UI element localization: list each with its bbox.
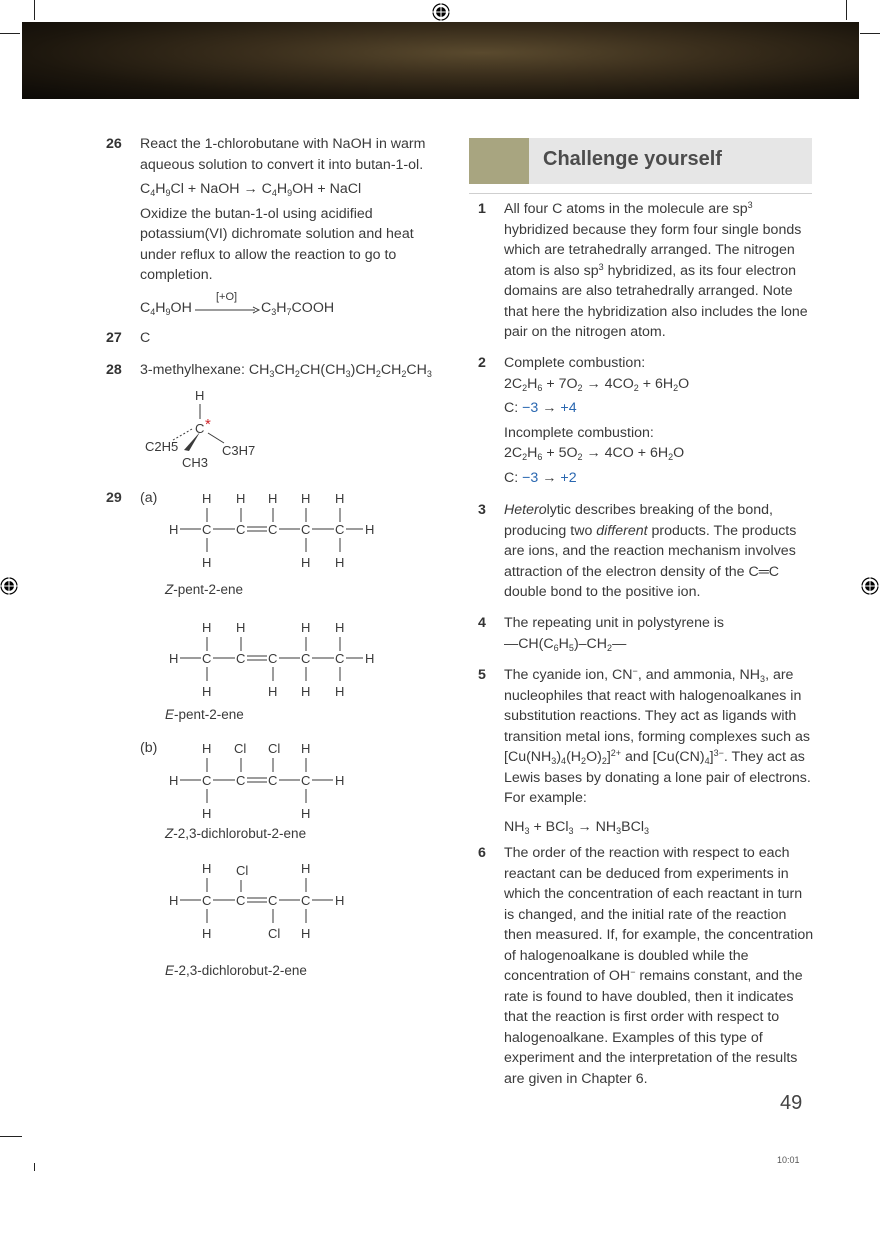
registration-mark-icon (0, 577, 18, 595)
answer-number: 6 (478, 845, 486, 861)
svg-text:C: C (236, 522, 246, 537)
svg-text:Cl: Cl (268, 926, 281, 941)
svg-text:H: H (335, 684, 345, 699)
section-title: Challenge yourself (543, 148, 722, 170)
answer-number: 29 (106, 490, 122, 506)
structure-label: Z-pent-2-ene (165, 582, 244, 597)
part-label: (b) (140, 740, 158, 756)
svg-text:H: H (268, 684, 278, 699)
svg-text:H: H (236, 620, 246, 635)
svg-text:C: C (202, 651, 212, 666)
svg-text:H: H (365, 522, 375, 537)
answer-number: 4 (478, 615, 486, 631)
z-pent-2-ene-structure (165, 488, 395, 578)
svg-text:C: C (236, 773, 246, 788)
svg-text:H: H (301, 861, 311, 876)
oxidation-equation: $C_4H_9OH$ [+O] $C_3H_7COOH$ (140, 290, 335, 317)
svg-text:H: H (301, 926, 311, 941)
crop-mark (34, 0, 35, 20)
svg-text:H: H (169, 651, 179, 666)
svg-text:H: H (301, 555, 311, 570)
structure-label: E-pent-2-ene (165, 707, 244, 722)
svg-text:C: C (335, 651, 345, 666)
svg-text:Cl: Cl (234, 741, 247, 756)
svg-text:H: H (202, 491, 212, 506)
e-dichlorobutene-structure (165, 858, 395, 948)
svg-text:H: H (195, 388, 205, 403)
heading-color-block (469, 138, 529, 184)
answer-text: Heterolytic describes breaking of the bond, producing two different products. The products are ions, and the reaction mechanism involves attraction of the electron density of the C═C double bond to the positive ion. (504, 502, 797, 600)
svg-text:C: C (335, 522, 345, 537)
answer-text: The cyanide ion, CN−, and ammonia, $NH_3$, are nucleophiles that react with halogenoalkanes in substitution reactions. They act as ligands with transition metal ions, forming complexes such as $[Cu(NH_3)_4(H_2O)_2]^{2+}$ and $[Cu(CN)_4]^{3-}$. They act as Lewis bases by donating a lone pair of electrons. For example: $NH_3 + BCl_3 \to NH_3BCl_3$ (504, 666, 811, 836)
svg-text:H: H (236, 491, 246, 506)
svg-text:C: C (268, 893, 278, 908)
svg-text:H: H (335, 893, 345, 908)
svg-text:C: C (202, 773, 212, 788)
svg-text:H: H (301, 806, 311, 821)
answer-number: 5 (478, 667, 486, 683)
svg-text:H: H (202, 684, 212, 699)
answer-text: The order of the reaction with respect to each reactant can be deduced from experiments in which the concentration of each reactant in turn is changed, and the initial rate of the reaction then measured. If, for example, the concentration of halogenoalkane is doubled while the concentration of OH− remains constant, and the rate is found to have doubled, then it indicates that the reaction is first order with respect to halogenoalkane. Examples of this type of experiment and the interpretation of the results are given in Chapter 6. (504, 845, 814, 1087)
svg-text:C: C (202, 893, 212, 908)
svg-text:H: H (202, 861, 212, 876)
answer-number: 26 (106, 136, 122, 152)
e-pent-2-ene-structure (165, 617, 395, 707)
svg-text:C: C (301, 773, 311, 788)
registration-mark-icon (432, 3, 450, 21)
structure-label: Z-2,3-dichlorobut-2-ene (165, 826, 307, 841)
crop-mark (34, 1163, 35, 1171)
svg-text:H: H (202, 555, 212, 570)
crop-mark (846, 0, 847, 20)
challenge-yourself-header (469, 138, 812, 184)
answer-text: C (140, 330, 151, 346)
answer-number: 2 (478, 355, 486, 371)
svg-text:C: C (268, 651, 278, 666)
svg-text:H: H (169, 773, 179, 788)
svg-text:H: H (202, 926, 212, 941)
svg-text:H: H (301, 620, 311, 635)
svg-text:C: C (268, 522, 278, 537)
svg-text:C: C (301, 651, 311, 666)
registration-mark-icon (861, 577, 879, 595)
svg-text:H: H (335, 773, 345, 788)
svg-text:H: H (301, 684, 311, 699)
svg-text:H: H (301, 491, 311, 506)
answer-text: All four C atoms in the molecule are $sp^3$ hybridized because they form four single bonds which are tetrahedrally arranged. The nitrogen atom is also $sp^3$ hybridized, as its four electron domains are also tetrahedrally arranged. Note that here the hybridization also includes the lone pair on the nitrogen atom. (504, 200, 808, 340)
crop-mark (0, 1136, 22, 1137)
page-number: 49 (780, 1092, 803, 1114)
svg-text:H: H (301, 741, 311, 756)
svg-text:Cl: Cl (268, 741, 281, 756)
svg-text:CH3: CH3 (182, 455, 209, 470)
part-label: (a) (140, 490, 158, 506)
answer-text: The repeating unit in polystyrene is $—CH(C_6H_5)-CH_2—$ (504, 615, 725, 653)
reaction-arrow-icon (195, 306, 261, 314)
svg-text:H: H (169, 893, 179, 908)
answer-text: React the 1-chlorobutane with NaOH in warm aqueous solution to convert it into butan-1-ol. $C_4H_9Cl$ + NaOH → $C_4H_9OH$ + NaCl Oxidize the butan-1-ol using acidified potassium(VI) dichromate solution and heat under reflux to allow the reaction to go to completion. $C_4H_9OH$ [+O] $C_3H_7COOH$ (140, 134, 440, 318)
crop-mark (860, 33, 880, 34)
answer-text: 3-methylhexane: $CH_3CH_2CH(CH_3)CH_2CH_2CH_3$ (140, 362, 432, 379)
svg-text:C: C (202, 522, 212, 537)
answer-number: 28 (106, 362, 122, 378)
svg-text:H: H (202, 620, 212, 635)
svg-text:H: H (365, 651, 375, 666)
svg-text:C: C (195, 421, 205, 436)
svg-text:H: H (169, 522, 179, 537)
svg-text:C: C (236, 651, 246, 666)
svg-text:C: C (236, 893, 246, 908)
svg-text:C: C (301, 893, 311, 908)
svg-text:*: * (205, 416, 211, 433)
svg-text:Cl: Cl (236, 863, 249, 878)
svg-text:C: C (268, 773, 278, 788)
answer-number: 27 (106, 330, 122, 346)
answer-text: Complete combustion: $2C_2H_6 + 7O_2 \to 4CO_2 + 6H_2O$ C: −3 → +4 Incomplete combustion: $2C_2H_6 + 5O_2 \to 4CO + 6H_2O$ C: −3 → +2 (504, 355, 690, 486)
svg-text:C2H5: C2H5 (145, 439, 179, 454)
answer-number: 1 (478, 201, 486, 217)
svg-text:C3H7: C3H7 (222, 443, 256, 458)
svg-text:C: C (301, 522, 311, 537)
print-time: 10:01 (777, 1155, 800, 1165)
divider (469, 193, 812, 194)
svg-text:H: H (268, 491, 278, 506)
svg-text:H: H (335, 491, 345, 506)
answer-number: 3 (478, 502, 486, 518)
svg-text:H: H (335, 620, 345, 635)
z-dichlorobutene-structure (165, 738, 395, 828)
crop-mark (0, 33, 20, 34)
svg-text:H: H (335, 555, 345, 570)
svg-text:H: H (202, 741, 212, 756)
svg-text:H: H (202, 806, 212, 821)
header-banner (22, 22, 859, 99)
chiral-carbon-structure (140, 385, 270, 475)
structure-label: E-2,3-dichlorobut-2-ene (165, 963, 307, 978)
